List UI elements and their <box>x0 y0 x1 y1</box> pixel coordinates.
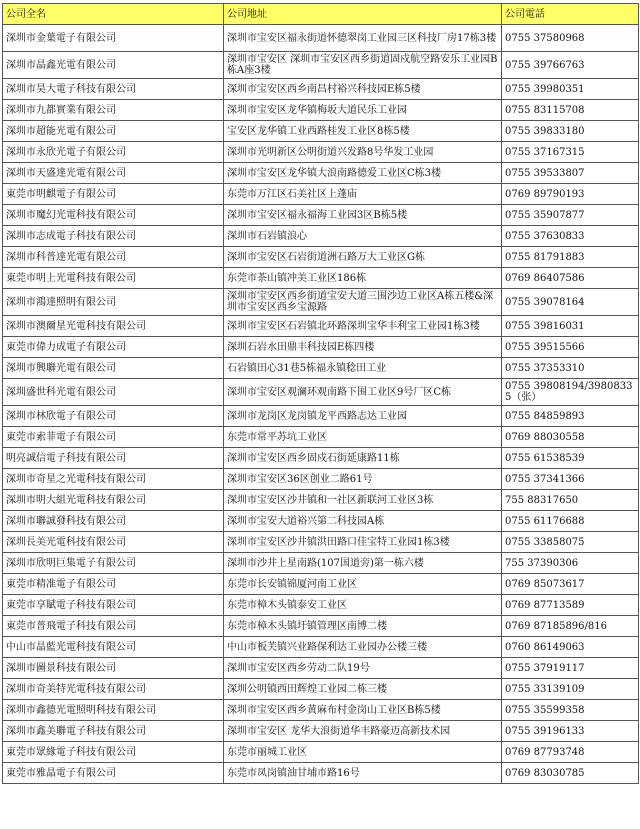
company-name-cell: 深圳市圖景科技有限公司 <box>3 658 224 679</box>
company-name-cell: 東莞市明麒電子有限公司 <box>3 184 224 205</box>
company-name-cell: 深圳市澳爾星光電科技有限公司 <box>3 316 224 337</box>
company-phone-cell: 0755 39833180 <box>502 121 639 142</box>
company-address-cell: 深圳市宝安区36区创业二路61号 <box>224 469 502 490</box>
company-address-cell: 深圳公明镇西田辉煌工业园二栋三楼 <box>224 679 502 700</box>
company-phone-cell: 0769 89790193 <box>502 184 639 205</box>
table-row <box>3 742 639 763</box>
table-row <box>3 511 639 532</box>
company-address-cell: 深圳市宝安区石岩镇北环路深圳宝华丰利宝工业园1栋3楼 <box>224 316 502 337</box>
table-row <box>3 247 639 268</box>
company-address-cell: 东莞市凤岗镇油甘埔市路16号 <box>224 763 502 784</box>
table-row <box>3 721 639 742</box>
company-phone-cell: 0769 87185896/816 <box>502 616 639 637</box>
company-address-cell: 深圳市宝安区沙井镇和一社区新联河工业区3栋 <box>224 490 502 511</box>
company-address-cell: 东莞市长安镇锦厦河南工业区 <box>224 574 502 595</box>
company-phone-cell: 0760 86149063 <box>502 637 639 658</box>
company-name-cell: 深圳市奇星之光電科技有限公司 <box>3 469 224 490</box>
company-phone-cell: 0755 37167315 <box>502 142 639 163</box>
table-row <box>3 79 639 100</box>
company-name-cell: 東莞市索菲電子有限公司 <box>3 427 224 448</box>
company-name-cell: 深圳市天盛達光電有限公司 <box>3 163 224 184</box>
table-row <box>3 25 639 52</box>
company-phone-cell: 0769 86407586 <box>502 268 639 289</box>
company-phone-cell: 0769 87713589 <box>502 595 639 616</box>
company-name-cell: 深圳市魔幻光電科技有限公司 <box>3 205 224 226</box>
company-address-cell: 深圳市宝安区 深圳市宝安区西乡街道固戍航空路安乐工业园B栋A座3楼 <box>224 52 502 79</box>
company-name-cell: 深圳市晶鑫光電有限公司 <box>3 52 224 79</box>
table-row <box>3 379 639 406</box>
company-phone-cell: 0769 83030785 <box>502 763 639 784</box>
company-address-cell: 深圳市宝安区 龙华大浪街道华丰路豪迈高新技术园 <box>224 721 502 742</box>
table-row <box>3 268 639 289</box>
company-name-cell: 深圳市金葉電子有限公司 <box>3 25 224 52</box>
company-address-cell: 东莞市樟木头镇圩镇管理区南博二楼 <box>224 616 502 637</box>
table-row <box>3 595 639 616</box>
company-address-cell: 东莞市万江区石美社区上蓬庙 <box>224 184 502 205</box>
company-phone-cell: 0769 85073617 <box>502 574 639 595</box>
table-row <box>3 184 639 205</box>
company-name-cell: 東莞市偉力成電子有限公司 <box>3 337 224 358</box>
company-phone-cell: 0755 35599358 <box>502 700 639 721</box>
company-phone-cell: 0755 37341366 <box>502 469 639 490</box>
table-row <box>3 658 639 679</box>
table-row <box>3 52 639 79</box>
table-row <box>3 100 639 121</box>
company-phone-cell: 0769 88030558 <box>502 427 639 448</box>
company-name-cell: 深圳市昊大電子科技有限公司 <box>3 79 224 100</box>
company-address-cell: 深圳市龙岗区龙岗镇龙平西路志达工业园 <box>224 406 502 427</box>
company-name-cell: 東莞市雅晶電子有限公司 <box>3 763 224 784</box>
table-row <box>3 532 639 553</box>
company-name-cell: 深圳市志成電子科技有限公司 <box>3 226 224 247</box>
table-row <box>3 358 639 379</box>
company-phone-cell: 0755 39816031 <box>502 316 639 337</box>
company-address-cell: 深圳市宝安区西乡街道宝安大道三围沙边工业区A栋五楼&深圳市宝安区西乡宝源路 <box>224 289 502 316</box>
company-phone-cell: 0755 33858075 <box>502 532 639 553</box>
company-name-cell: 深圳市欣明巨集電子有限公司 <box>3 553 224 574</box>
table-row <box>3 574 639 595</box>
company-address-cell: 深圳市宝安区沙井镇洪田路口佳宝特工业园1栋3楼 <box>224 532 502 553</box>
company-phone-cell: 0755 39196133 <box>502 721 639 742</box>
company-address-cell: 东莞市樟木头镇泰安工业区 <box>224 595 502 616</box>
company-name-cell: 深圳市鴻達照明有限公司 <box>3 289 224 316</box>
company-address-cell: 深圳市沙井上星南路(107国道旁)第一栋六楼 <box>224 553 502 574</box>
company-name-cell: 深圳市永欣光電子有限公司 <box>3 142 224 163</box>
company-address-cell: 深圳市光明新区公明街道兴发路8号华发工业园 <box>224 142 502 163</box>
company-address-cell: 东莞市茶山镇冲美工业区186栋 <box>224 268 502 289</box>
company-address-cell: 宝安区龙华镇工业西路桂发工业区8栋5楼 <box>224 121 502 142</box>
company-phone-cell: 0755 61176688 <box>502 511 639 532</box>
table-row <box>3 448 639 469</box>
header-row <box>3 4 639 25</box>
company-phone-cell: 0755 37630833 <box>502 226 639 247</box>
table-row <box>3 316 639 337</box>
table-row <box>3 142 639 163</box>
company-phone-cell: 0755 37580968 <box>502 25 639 52</box>
company-phone-cell: 0755 61538539 <box>502 448 639 469</box>
company-name-cell: 深圳市聯誠發科技有限公司 <box>3 511 224 532</box>
table-row <box>3 121 639 142</box>
company-name-cell: 深圳市奇美特光電科技有限公司 <box>3 679 224 700</box>
company-address-cell: 深圳市宝安区西乡黄麻布村金岗山工业区B栋5楼 <box>224 700 502 721</box>
company-phone-cell: 0755 81791883 <box>502 247 639 268</box>
table-row <box>3 637 639 658</box>
company-phone-cell: 0755 33139109 <box>502 679 639 700</box>
header-company-address: 公司地址 <box>224 4 502 25</box>
table-row <box>3 289 639 316</box>
company-phone-cell: 0769 87793748 <box>502 742 639 763</box>
company-name-cell: 東莞市明上光電科技有限公司 <box>3 268 224 289</box>
company-name-cell: 深圳市超能光電有限公司 <box>3 121 224 142</box>
company-name-cell: 東莞市享賦電子科技有限公司 <box>3 595 224 616</box>
company-name-cell: 東莞市普飛電子科技有限公司 <box>3 616 224 637</box>
table-row <box>3 553 639 574</box>
company-phone-cell: 0755 35907877 <box>502 205 639 226</box>
company-phone-cell: 0755 39766763 <box>502 52 639 79</box>
company-address-cell: 深圳市宝安区西乡固戍石街延康路11栋 <box>224 448 502 469</box>
table-row <box>3 679 639 700</box>
company-table <box>2 3 639 784</box>
company-address-cell: 深圳市宝安大道裕兴第二科技园A栋 <box>224 511 502 532</box>
company-name-cell: 深圳盛世科光電有限公司 <box>3 379 224 406</box>
header-company-name: 公司全名 <box>3 4 224 25</box>
company-name-cell: 中山市晶藍光電科技有限公司 <box>3 637 224 658</box>
company-name-cell: 深圳市興聯光電有限公司 <box>3 358 224 379</box>
table-row <box>3 469 639 490</box>
company-name-cell: 東莞市精准電子有限公司 <box>3 574 224 595</box>
company-address-cell: 深圳市宝安区福永街道怀德翠岗工业园三区科技厂房17栋3楼 <box>224 25 502 52</box>
company-phone-cell: 0755 39980351 <box>502 79 639 100</box>
table-row <box>3 700 639 721</box>
company-phone-cell: 755 37390306 <box>502 553 639 574</box>
company-address-cell: 深圳市宝安区龙华镇梅坂大道民乐工业园 <box>224 100 502 121</box>
company-phone-cell: 0755 39515566 <box>502 337 639 358</box>
company-address-cell: 东莞市丽城工业区 <box>224 742 502 763</box>
table-row <box>3 337 639 358</box>
company-address-cell: 深圳市宝安区龙华镇大浪南路德爱工业区C栋3楼 <box>224 163 502 184</box>
company-address-cell: 深圳市宝安区石岩街道洲石路万大工业区G栋 <box>224 247 502 268</box>
company-phone-cell: 0755 37919117 <box>502 658 639 679</box>
table-row <box>3 427 639 448</box>
company-phone-cell: 0755 83115708 <box>502 100 639 121</box>
company-address-cell: 深圳石岩水田鼎丰科技园E栋四楼 <box>224 337 502 358</box>
company-address-cell: 深圳市宝安区观澜环观南路下围工业区9号厂区C栋 <box>224 379 502 406</box>
company-address-cell: 深圳市宝安区西乡南昌村裕兴科技园E栋5楼 <box>224 79 502 100</box>
company-address-cell: 深圳市石岩镇浪心 <box>224 226 502 247</box>
company-phone-cell: 0755 84859893 <box>502 406 639 427</box>
company-phone-cell: 0755 39533807 <box>502 163 639 184</box>
header-company-phone: 公司電話 <box>502 4 639 25</box>
company-address-cell: 深圳市宝安区福永福海工业园3区B栋5楼 <box>224 205 502 226</box>
table-row <box>3 616 639 637</box>
company-name-cell: 深圳市鑫德光電照明科技有限公司 <box>3 700 224 721</box>
company-name-cell: 東莞市眾緣電子科技有限公司 <box>3 742 224 763</box>
company-phone-cell: 0755 39808194/39808335（张） <box>502 379 639 406</box>
table-row <box>3 490 639 511</box>
company-address-cell: 石岩镇田心31巷5栋福永镇稔田工业 <box>224 358 502 379</box>
company-phone-cell: 755 88317650 <box>502 490 639 511</box>
company-name-cell: 深圳市林欣電子有限公司 <box>3 406 224 427</box>
table-row <box>3 226 639 247</box>
table-row <box>3 406 639 427</box>
company-name-cell: 深圳市九都實業有限公司 <box>3 100 224 121</box>
company-address-cell: 深圳市宝安区西乡劳动二队19号 <box>224 658 502 679</box>
company-name-cell: 深圳市明大組光電科技有限公司 <box>3 490 224 511</box>
table-row <box>3 205 639 226</box>
company-name-cell: 深圳市科普達光電有限公司 <box>3 247 224 268</box>
company-address-cell: 东莞市常平苏坑工业区 <box>224 427 502 448</box>
company-name-cell: 深圳長美光電科技有限公司 <box>3 532 224 553</box>
company-phone-cell: 0755 37353310 <box>502 358 639 379</box>
company-phone-cell: 0755 39078164 <box>502 289 639 316</box>
company-address-cell: 中山市板芙镇兴业路保利达工业园办公楼三楼 <box>224 637 502 658</box>
company-name-cell: 明亮誠信電子科技有限公司 <box>3 448 224 469</box>
table-row <box>3 163 639 184</box>
company-name-cell: 深圳市鑫美聯電子科技有限公司 <box>3 721 224 742</box>
table-row <box>3 763 639 784</box>
